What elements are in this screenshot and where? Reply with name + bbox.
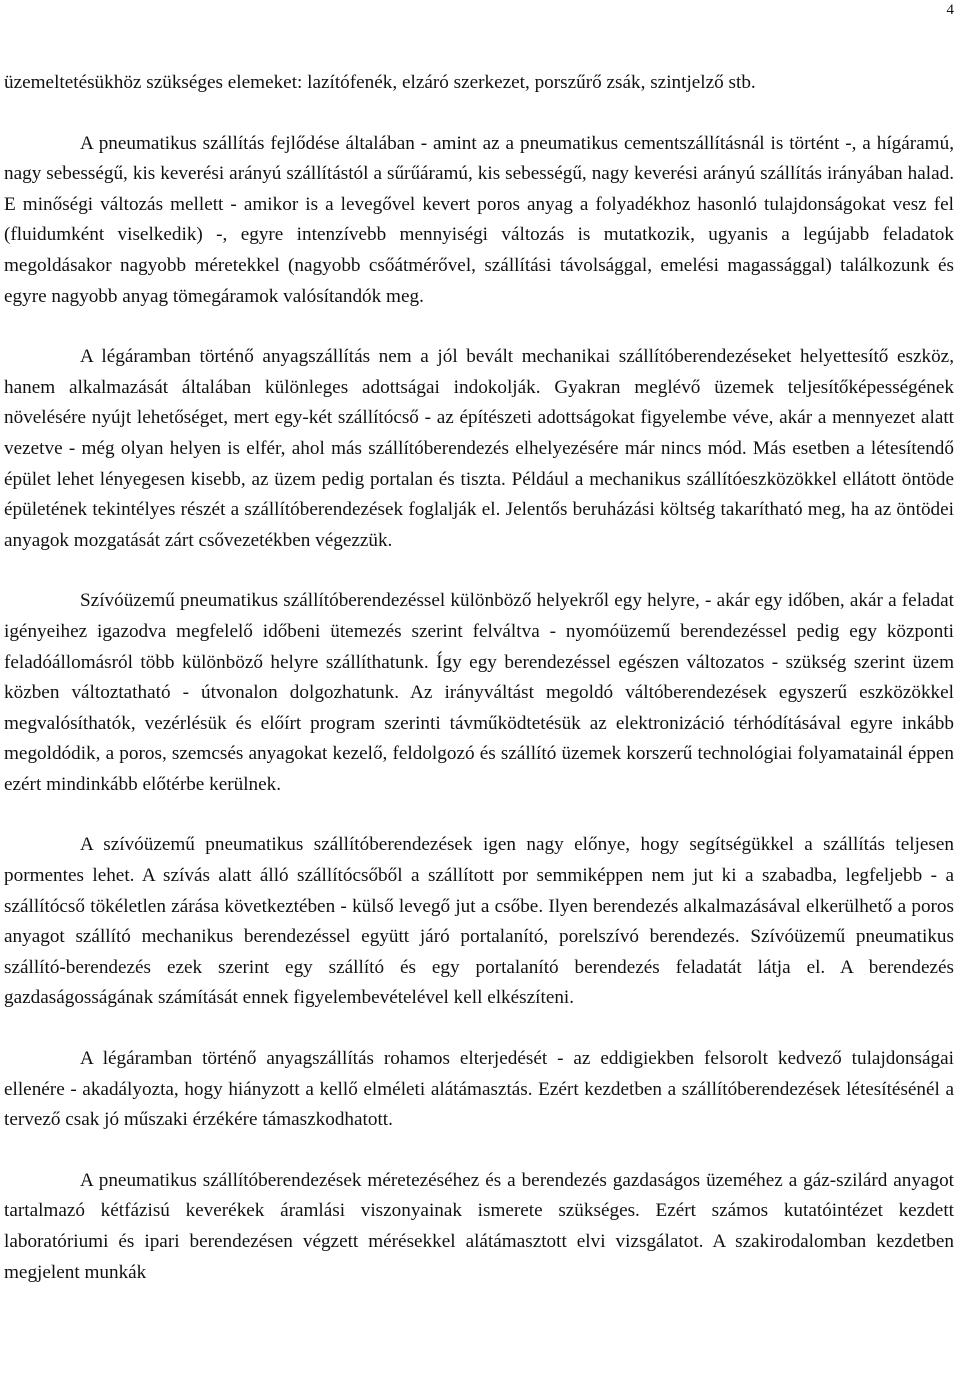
paragraph: A légáramban történő anyagszállítás nem a jól bevált mechanikai szállítóberendezéseket helyettesítő eszköz, hanem alkalmazását általában különleges adottságai indokolják. Gyakran meglévő üzemek teljesítőképességének növelésére nyújt lehetőséget, mert egy-két szállítócső - az építészeti adottságokat figyelembe véve, akár a mennyezet alatt vezetve - még olyan helyen is elfér, ahol más szállítóberendezés elhelyezésére már nincs mód. Más esetben a létesítendő épület lehet lényegesen kisebb, az üzem pedig portalan és tiszta. Például a mechanikus szállítóeszközökkel ellátott öntöde épületének tekintélyes részét a szállítóberendezések foglalják el. Jelentős beruházási költség takarítható meg, ha az öntödei anyagok mozgatását zárt csővezetékben végezzük. xyxy=(4,346,954,551)
page-number: 4 xyxy=(946,2,954,18)
paragraph: A légáramban történő anyagszállítás rohamos elterjedését - az eddigiekben felsorolt kedvező tulajdonságai ellenére - akadályozta, hogy hiányzott a kellő elméleti alátámasztás. Ezért kezdetben a szállítóberendezések létesítésénél a tervező csak jó műszaki érzékére támaszkodhatott. xyxy=(4,1048,954,1131)
paragraph: üzemeltetésükhöz szükséges elemeket: lazítófenék, elzáró szerkezet, porszűrő zsák, szintjelző stb. xyxy=(4,72,756,93)
paragraph: A pneumatikus szállítóberendezések méretezéséhez és a berendezés gazdaságos üzeméhez a gáz-szilárd anyagot tartalmazó kétfázisú keverékek áramlási viszonyainak ismerete szükséges. Ezért számos kutatóintézet kezdett laboratóriumi és ipari berendezésen végzett mérésekkel alátámasztott elvi vizsgálatot. A szakirodalomban kezdetben megjelent munkák xyxy=(4,1169,954,1283)
paragraph: A szívóüzemű pneumatikus szállítóberendezések igen nagy előnye, hogy segítségükkel a szállítás teljesen pormentes lehet. A szívás alatt álló szállítócsőből a szállított por semmiképpen nem jut ki a szabadba, legfeljebb - a szállítócső tökéletlen zárása következtében - külső levegő jut a csőbe. Ilyen berendezés alkalmazásával elkerülhető a poros anyagot szállító mechanikus berendezéssel együtt járó portalanító, porelszívó berendezés. Szívóüzemű pneumatikus szállító-berendezés ezek szerint egy szállító és egy portalanító berendezés feladatát látja el. A berendezés gazdaságosságának számítását ennek figyelembevételével kell elkészíteni. xyxy=(4,834,954,1009)
paragraph: A pneumatikus szállítás fejlődése általában - amint az a pneumatikus cementszállításnál is történt -, a hígáramú, nagy sebességű, kis keverési arányú szállítástól a sűrűáramú, kis sebességű, nagy keverési arányú szállítás irányában halad. E minőségi változás mellett - amikor is a levegővel kevert poros anyag a folyadékhoz hasonló tulajdonságokat vesz fel (fluidumként viselkedik) -, egyre intenzívebb mennyiségi változás is mutatkozik, ugyanis a legújabb feladatok megoldásakor nagyobb méretekkel (nagyobb csőátmérővel, szállítási távolsággal, emelési magassággal) találkozunk és egyre nagyobb anyag tömegáramok valósítandók meg. xyxy=(4,132,954,307)
paragraph: Szívóüzemű pneumatikus szállítóberendezéssel különböző helyekről egy helyre, - akár egy időben, akár a feladat igényeihez igazodva megfelelő időbeni ütemezés szerint felváltva - nyomóüzemű berendezéssel pedig egy központi feladóállomásról több különböző helyre szállíthatunk. Így egy berendezéssel egészen változatos - szükség szerint üzem közben változtatható - útvonalon dolgozhatunk. Az irányváltást megoldó váltóberendezések egyszerű eszközökkel megvalósíthatók, vezérlésük és előírt program szerinti távműködtetésük az elektronizáció térhódításával egyre inkább megoldódik, a poros, szemcsés anyagokat kezelő, feldolgozó és szállító üzemek korszerű technológiai folyamatainál éppen ezért mindinkább előtérbe kerülnek. xyxy=(4,590,954,795)
document-body xyxy=(4,68,954,1288)
